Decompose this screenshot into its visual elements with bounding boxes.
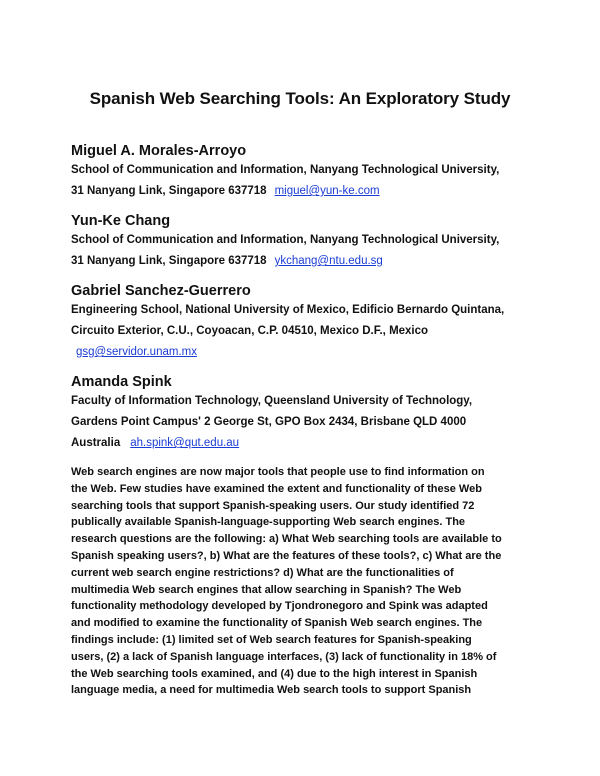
- abstract: [71, 464, 541, 699]
- author-block: [71, 373, 551, 454]
- abstract-line: users, (2) a lack of Spanish language interfaces, (3) lack of functionality in 18% of: [71, 650, 497, 663]
- abstract-line: Spanish speaking users?, b) What are the features of these tools?, c) What are the: [71, 549, 502, 562]
- author-block: [71, 142, 551, 202]
- abstract-line: the Web searching tools examined, and (4) due to the high interest in Spanish: [71, 667, 478, 680]
- abstract-line: findings include: (1) limited set of Web search features for Spanish-speaking: [71, 633, 472, 646]
- author-email-link[interactable]: gsg@servidor.unam.mx: [76, 346, 197, 358]
- abstract-line: Web search engines are now major tools that people use to find information on: [71, 466, 485, 478]
- abstract-line: functionality methodology developed by Tjondronegoro and Spink was adapted: [71, 600, 488, 613]
- author-affiliation-line: Gardens Point Campus' 2 George St, GPO Box 2434, Brisbane QLD 4000: [71, 416, 467, 428]
- abstract-line: current web search engine restrictions? d) What are the functionalities of: [71, 566, 454, 579]
- author-name: Yun-Ke Chang: [71, 213, 171, 229]
- abstract-line: the Web. Few studies have examined the extent and functionality of these Web: [71, 482, 482, 495]
- affiliation-address: 31 Nanyang Link, Singapore 637718: [71, 185, 267, 197]
- author-affiliation-line: [71, 181, 551, 202]
- author-block: [71, 282, 551, 363]
- author-affiliation-line: [71, 433, 551, 454]
- author-affiliation-line: Faculty of Information Technology, Queensland University of Technology,: [71, 395, 473, 407]
- abstract-line: language media, a need for multimedia Web search tools to support Spanish: [71, 684, 472, 697]
- author-affiliation-line: Engineering School, National University of Mexico, Edificio Bernardo Quintana,: [71, 304, 505, 316]
- author-affiliation-line: School of Communication and Information, Nanyang Technological University,: [71, 164, 500, 176]
- author-email-link[interactable]: miguel@yun-ke.com: [274, 185, 380, 197]
- abstract-line: research questions are the following: a) What Web searching tools are available to: [71, 533, 502, 546]
- affiliation-address: 31 Nanyang Link, Singapore 637718: [71, 255, 267, 267]
- author-name: Amanda Spink: [71, 374, 172, 390]
- author-affiliation-line: [71, 251, 551, 272]
- paper-title: Spanish Web Searching Tools: An Exploratory Study: [89, 89, 511, 108]
- affiliation-country: Australia: [71, 437, 121, 449]
- author-block: [71, 212, 551, 272]
- abstract-line: multimedia Web search engines that allow searching in Spanish? The Web: [71, 583, 462, 596]
- author-name: Miguel A. Morales-Arroyo: [71, 143, 247, 159]
- abstract-line: and modified to examine the functionality of Spanish Web search engines. The: [71, 617, 483, 630]
- author-name: Gabriel Sanchez-Guerrero: [71, 283, 251, 299]
- author-email-link[interactable]: ykchang@ntu.edu.sg: [274, 255, 383, 267]
- author-affiliation-line: Circuito Exterior, C.U., Coyoacan, C.P. 04510, Mexico D.F., Mexico: [71, 325, 429, 337]
- abstract-line: publically available Spanish-language-supporting Web search engines. The: [71, 516, 466, 529]
- author-email-link[interactable]: ah.spink@qut.edu.au: [130, 437, 240, 449]
- author-affiliation-line: School of Communication and Information, Nanyang Technological University,: [71, 234, 500, 246]
- author-affiliation-line: [71, 342, 551, 363]
- abstract-line: searching tools that support Spanish-speaking users. Our study identified 72: [71, 499, 475, 512]
